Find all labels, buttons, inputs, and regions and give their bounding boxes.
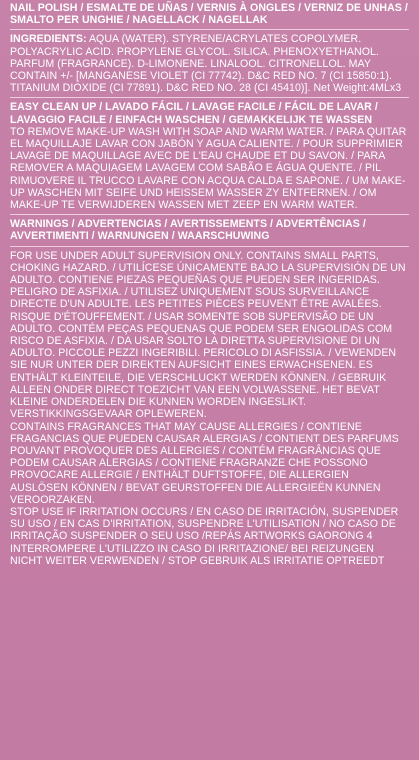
ingredients-block [10, 33, 409, 94]
easy-clean-text: TO REMOVE MAKE-UP WASH WITH SOAP AND WARM WATER. / PARA QUITAR EL MAQUILLAJE LAVAR CON JABÓN Y AGUA CALIENTE. / POUR SUPPRIMIER LAVAGE DE MAQUILLAGE AVEC DE L'EAU CHAUDE ET DU SAVON. / PARA REMOVER A MAQUIAGEM LAVAGEM COM SABÃO E ÁGUA QUENTE. / PIL RIMUOVERE IL TRUCCO LAVARE CON ACQUA CALDA E SAPONE. / UM MAKE-UP WASCHEN MIT SEIFE UND HEISSEM WASSER ZY ENTFERNEN. / OM MAKE-UP TE VERWIJDEREN WASSEN MET ZEEP EN WARM WATER. [10, 125, 407, 212]
easy-clean-heading: EASY CLEAN UP / LAVADO FÁCIL / LAVAGE FACILE / FÁCIL DE LAVAR / LAVAGGIO FACILE / EINFACH WASCHEN / GEMAKKELIJK TE WASSEN [10, 101, 378, 126]
divider [10, 246, 409, 247]
divider [10, 214, 409, 215]
warnings-heading: WARNINGS / ADVERTENCIAS / AVERTISSEMENTS / ADVERTÊNCIAS / AVVERTIMENTI / WARNUNGEN / WAARSCHUWING [10, 218, 366, 243]
product-title: NAIL POLISH / ESMALTE DE UÑAS / VERNIS À ONGLES / VERNIZ DE UNHAS / SMALTO PER UNGHIE / NAGELLACK / NAGELLAK [10, 2, 408, 27]
warning-supervision: FOR USE UNDER ADULT SUPERVISION ONLY. CONTAINS SMALL PARTS, CHOKING HAZARD. / UTILÍCESE ÚNICAMENTE BAJO LA SUPERVISIÓN DE UN ADULTO. CONTIENE PIEZAS PEQUEÑAS QUE PUEDEN SER INGERIDAS. PELIGRO DE ASFIXIA. / UTILISEZ UNIQUEMENT SOUS SURVEILLANCE DIRECTE D'UN ADULTE. LES PETITES PIÈCES PEUVENT ÊTRE AVALÉES. RISQUE D'ÉTOUFFEMENT. / USAR SOMENTE SOB SUPERVISÃO DE UN ADULTO. CONTÉM PEÇAS PEQUENAS QUE PODEM SER ENGOLIDAS COM RISCO DE ASFIXIA. / DA USAR SOLTO LA DIRETTA SUPERVISIONE DI UN ADULTO. PICCOLE PEZZI INGERIBILI. PERICOLO DI ASFISSIA. / VEWENDEN SIE NUR UNTER DER DIREKTEN AUFSICHT EINES ERWACHSENEN. ES ENTHÄLT KLEINTEILE, DIE VERSCHLUCKT WERDEN KÖNNEN. / GEBRUIK ALLEEN ONDER DIRECT TOEZICHT VAN EEN VOLWASSENE. HET BEVAT KLEINE ONDERDELEN DIE KUNNEN WORDEN INGESLIKT. VERSTIKKINGSGEVAAR OPLEWEREN. [10, 249, 406, 421]
divider [10, 97, 409, 98]
warning-fragrance: CONTAINS FRAGRANCES THAT MAY CAUSE ALLERGIES / CONTIENE FRAGANCIAS QUE PUEDEN CAUSAR ALERGIAS / CONTIENT DES PARFUMS POUVANT PROVOQUER DES ALLERGIES / CONTÉM FRAGRÂNCIAS QUE PODEM CAUSAR ALERGIAS / CONTIENE FRAGRANZE CHE POSSONO PROVOCARE ALLERGIE / ENTHÄLT DUFTSTOFFE, DIE ALLERGIEN AUSLÖSEN KÖNNEN / BEVAT GEURSTOFFEN DIE ALLERGIEËN KUNNEN VEROORZAKEN. [10, 420, 399, 506]
divider [10, 29, 409, 30]
warning-irritation: STOP USE IF IRRITATION OCCURS / EN CASO DE IRRITACIÓN, SUSPENDER SU USO / EN CAS D'IRRITATION, SUSPENDRE L'UTILISATION / NO CASO DE IRRITAÇÃO SUSPENDER O SEU USO /REPÁS ARTWORKS GAORONG 4 INTERROMPERE L'UTILIZZO IN CASO DI IRRITAZIONE/ BEI REIZUNGEN NICHT WEITER VERWENDEN / STOP GEBRUIK ALS IRRITATIE OPTREEDT [10, 505, 399, 567]
ingredients-label: INGREDIENTS: [10, 33, 87, 46]
ingredients-text: AQUA (WATER). STYRENE/ACRYLATES COPOLYMER. POLYACRYLIC ACID. PROPYLENE GLYCOL. SILICA. PHENOXYETHANOL. PARFUM (FRAGRANCE). D-LIMONENE. LINALOOL. CITRONELLOL. MAY CONTAIN +/- [MANGANESE VIOLET (CI 77742). D&C RED NO. 7 (CI 15850:1). TITANIUM DIOXIDE (CI 77891). D&C RED NO. 28 (CI 45410)]. Net Weight:4MLx3 [10, 33, 402, 95]
